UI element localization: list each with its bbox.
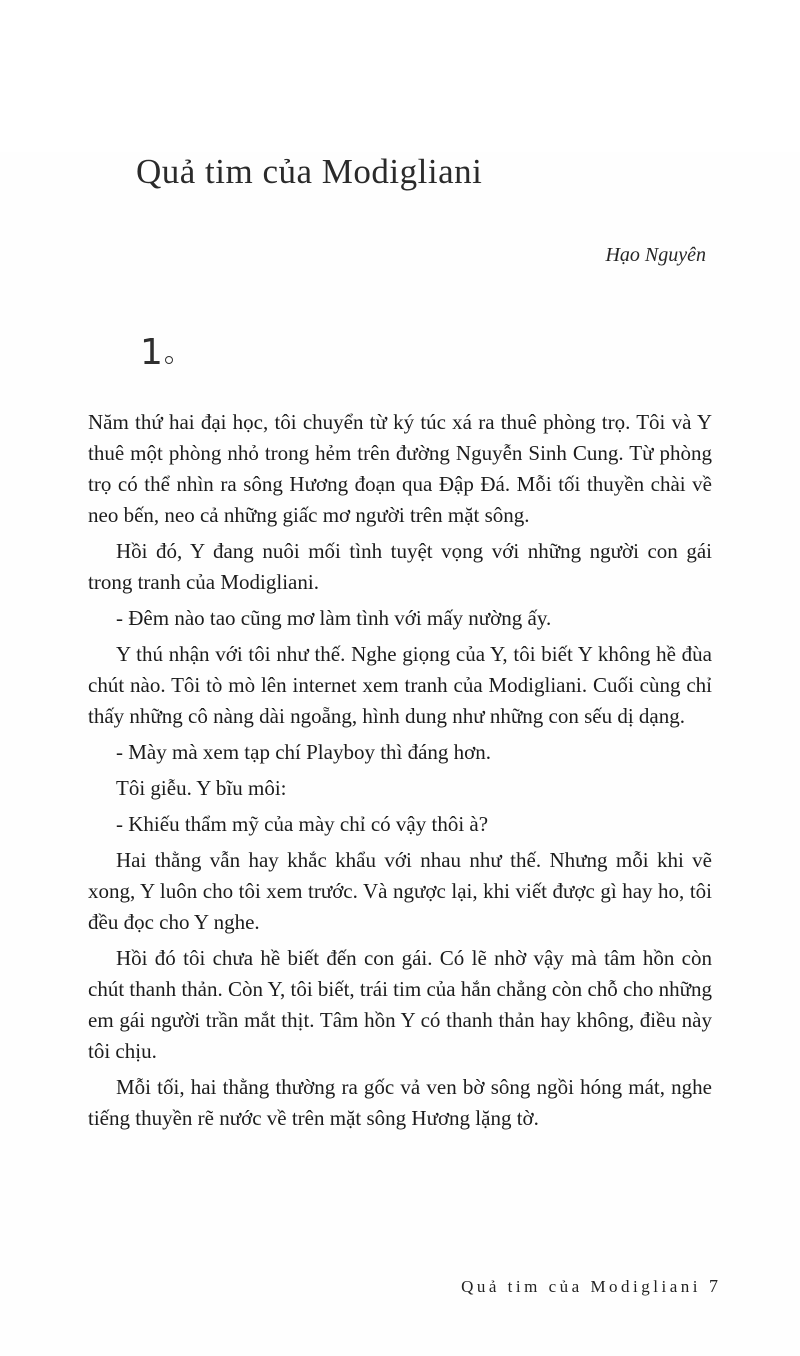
paragraph-dialogue: - Khiếu thẩm mỹ của mày chỉ có vậy thôi à? [116,812,489,836]
page-footer [461,1276,718,1297]
book-page [0,152,800,1356]
paragraph: Tôi giễu. Y bĩu môi: [116,776,287,800]
story-title: Quả tim của Modigliani [136,152,483,191]
paragraph-dialogue: - Mày mà xem tạp chí Playboy thì đáng hơn. [116,740,492,764]
paragraph: Hồi đó, Y đang nuôi mối tình tuyệt vọng với những người con gái trong tranh của Modigliani. [88,539,712,594]
paragraph: Năm thứ hai đại học, tôi chuyển từ ký túc xá ra thuê phòng trọ. Tôi và Y thuê một phòng nhỏ trong hẻm trên đường Nguyễn Sinh Cung. Từ phòng trọ có thể nhìn ra sông Hương đoạn qua Đập Đá. Mỗi tối thuyền chài về neo bến, neo cả những giấc mơ người trên mặt sông. [88,410,712,527]
paragraph: Hồi đó tôi chưa hề biết đến con gái. Có lẽ nhờ vậy mà tâm hồn còn chút thanh thản. Còn Y, tôi biết, trái tim của hắn chẳng còn chỗ cho những em gái người trần mắt thịt. Tâm hồn Y có thanh thản hay không, điều này tôi chịu. [88,946,712,1063]
page-number: 7 [709,1276,718,1296]
paragraph-dialogue: - Đêm nào tao cũng mơ làm tình với mấy nường ấy. [116,606,552,630]
section-number-digit: 1 [140,332,163,373]
paragraph: Hai thằng vẫn hay khắc khẩu với nhau như thế. Nhưng mỗi khi vẽ xong, Y luôn cho tôi xem trước. Và ngược lại, khi viết được gì hay ho, tôi đều đọc cho Y nghe. [88,848,712,934]
author-name: Hạo Nguyên [605,244,706,266]
story-body [88,407,712,1134]
section-number-period-ring [165,356,173,364]
paragraph: Mỗi tối, hai thằng thường ra gốc vả ven bờ sông ngồi hóng mát, nghe tiếng thuyền rẽ nước về trên mặt sông Hương lặng tờ. [88,1075,712,1130]
running-title: Quả tim của Modigliani [461,1277,701,1296]
section-number [140,331,712,381]
paragraph: Y thú nhận với tôi như thế. Nghe giọng của Y, tôi biết Y không hề đùa chút nào. Tôi tò mò lên internet xem tranh của Modigliani. Cuối cùng chỉ thấy những cô nàng dài ngoẵng, hình dung như những con sếu dị dạng. [88,642,712,728]
